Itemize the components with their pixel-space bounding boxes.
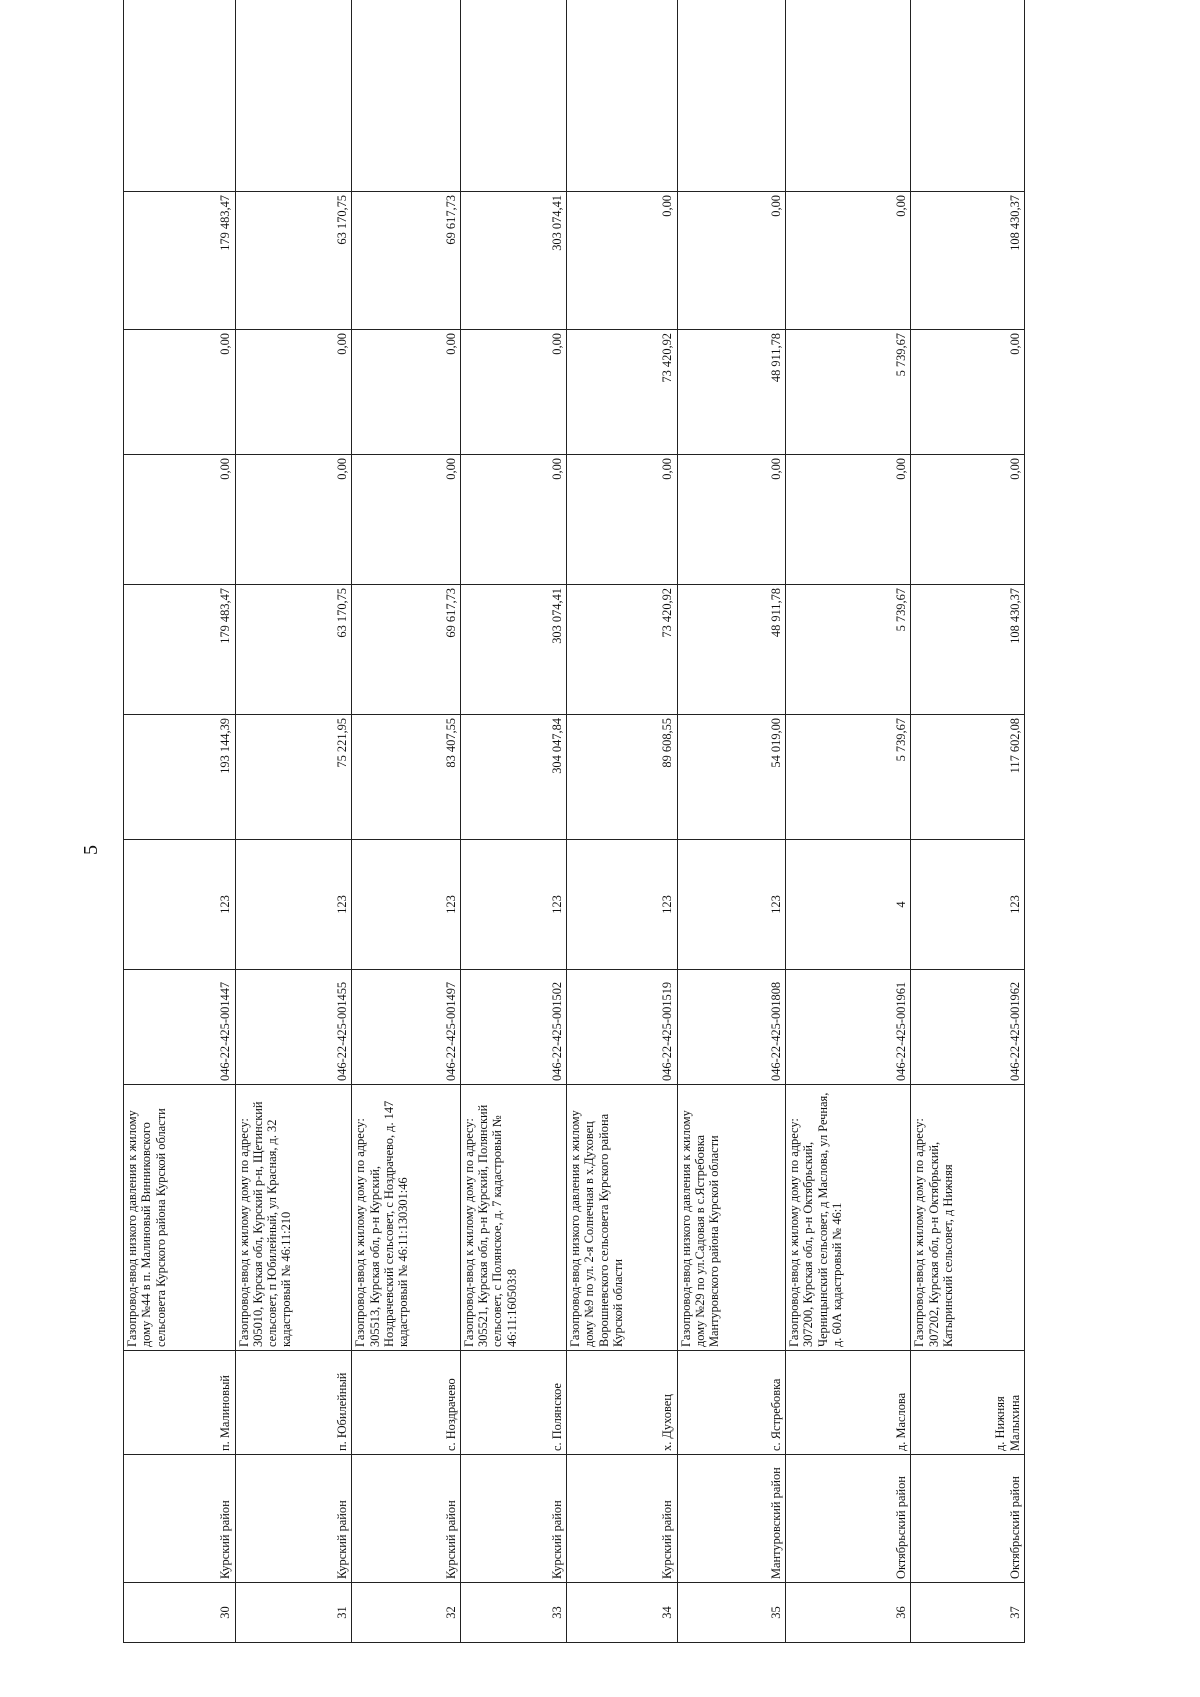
district-cell: Октябрьский район [911, 1455, 1025, 1583]
table-body [124, 0, 1025, 1643]
table-row [352, 0, 460, 1643]
value-1-cell: 193 144,39 [124, 715, 236, 840]
locality-cell: п. Малиновый [124, 1351, 236, 1455]
code-cell: 046-22-425-001961 [786, 970, 911, 1085]
value-1-cell: 304 047,84 [460, 715, 566, 840]
value-6-cell [786, 0, 911, 192]
locality-cell: д. Маслова [786, 1351, 911, 1455]
quantity-cell: 123 [352, 840, 460, 970]
description-cell: Газопровод-ввод низкого давления к жилому дому №9 по ул. 2-я Солнечная в х.Духовец Ворошневского сельсовета Курского района Курской области [567, 1085, 678, 1351]
value-6-cell [911, 0, 1025, 192]
value-6-cell [567, 0, 678, 192]
district-cell: Курский район [235, 1455, 352, 1583]
value-4-cell: 0,00 [911, 330, 1025, 455]
value-4-cell: 0,00 [235, 330, 352, 455]
district-cell: Мантуровский район [677, 1455, 785, 1583]
value-2-cell: 63 170,75 [235, 585, 352, 715]
value-2-cell: 108 430,37 [911, 585, 1025, 715]
district-cell: Курский район [460, 1455, 566, 1583]
locality-cell: с. Ястребовка [677, 1351, 785, 1455]
district-cell: Октябрьский район [786, 1455, 911, 1583]
description-cell: Газопровод-ввод к жилому дому по адресу: 307202, Курская обл, р-н Октябрьский, Катыринский сельсовет, д Нижняя [911, 1085, 1025, 1351]
row-number-cell: 31 [235, 1583, 352, 1643]
locality-cell: х. Духовец [567, 1351, 678, 1455]
value-3-cell: 0,00 [124, 455, 236, 585]
quantity-cell: 4 [786, 840, 911, 970]
table-row [677, 0, 785, 1643]
page-number: 5 [80, 845, 102, 855]
table-row [911, 0, 1025, 1643]
table-row [235, 0, 352, 1643]
rotated-table-container [123, 63, 1025, 1643]
code-cell: 046-22-425-001455 [235, 970, 352, 1085]
code-cell: 046-22-425-001497 [352, 970, 460, 1085]
value-4-cell: 48 911,78 [677, 330, 785, 455]
value-6-cell [124, 0, 236, 192]
value-3-cell: 0,00 [460, 455, 566, 585]
value-6-cell [352, 0, 460, 192]
value-2-cell: 179 483,47 [124, 585, 236, 715]
value-5-cell: 63 170,75 [235, 192, 352, 330]
code-cell: 046-22-425-001962 [911, 970, 1025, 1085]
value-4-cell: 73 420,92 [567, 330, 678, 455]
quantity-cell: 123 [911, 840, 1025, 970]
value-5-cell: 179 483,47 [124, 192, 236, 330]
value-1-cell: 83 407,55 [352, 715, 460, 840]
locality-cell: д. Нижняя Малыхина [911, 1351, 1025, 1455]
row-number-cell: 36 [786, 1583, 911, 1643]
value-4-cell: 5 739,67 [786, 330, 911, 455]
value-2-cell: 73 420,92 [567, 585, 678, 715]
value-5-cell: 303 074,41 [460, 192, 566, 330]
value-3-cell: 0,00 [352, 455, 460, 585]
value-5-cell: 0,00 [567, 192, 678, 330]
locality-cell: п. Юбилейный [235, 1351, 352, 1455]
description-cell: Газопровод-ввод к жилому дому по адресу: 305521, Курская обл, р-н Курский, Полянский сельсовет, с Полянское, д. 7 кадастровый № 46:11:160503:8 [460, 1085, 566, 1351]
quantity-cell: 123 [235, 840, 352, 970]
row-number-cell: 34 [567, 1583, 678, 1643]
table-row [460, 0, 566, 1643]
value-2-cell: 69 617,73 [352, 585, 460, 715]
value-6-cell [677, 0, 785, 192]
value-3-cell: 0,00 [235, 455, 352, 585]
value-3-cell: 0,00 [567, 455, 678, 585]
quantity-cell: 123 [677, 840, 785, 970]
value-4-cell: 0,00 [352, 330, 460, 455]
value-1-cell: 89 608,55 [567, 715, 678, 840]
value-1-cell: 5 739,67 [786, 715, 911, 840]
value-5-cell: 69 617,73 [352, 192, 460, 330]
description-cell: Газопровод-ввод низкого давления к жилому дому №44 в п. Малиновый Винниковского сельсовета Курского района Курской области [124, 1085, 236, 1351]
table-row [567, 0, 678, 1643]
locality-cell: с. Полянское [460, 1351, 566, 1455]
value-5-cell: 0,00 [786, 192, 911, 330]
row-number-cell: 30 [124, 1583, 236, 1643]
code-cell: 046-22-425-001502 [460, 970, 566, 1085]
value-4-cell: 0,00 [460, 330, 566, 455]
value-6-cell [235, 0, 352, 192]
value-1-cell: 75 221,95 [235, 715, 352, 840]
description-cell: Газопровод-ввод к жилому дому по адресу: 307200, Курская обл, р-н Октябрьский, Черницынский сельсовет, д Маслова, ул Речная, д. 60А кадастровый № 46:1 [786, 1085, 911, 1351]
quantity-cell: 123 [460, 840, 566, 970]
row-number-cell: 35 [677, 1583, 785, 1643]
code-cell: 046-22-425-001447 [124, 970, 236, 1085]
locality-cell: с. Ноздрачево [352, 1351, 460, 1455]
value-2-cell: 5 739,67 [786, 585, 911, 715]
value-1-cell: 117 602,08 [911, 715, 1025, 840]
value-2-cell: 48 911,78 [677, 585, 785, 715]
code-cell: 046-22-425-001808 [677, 970, 785, 1085]
row-number-cell: 32 [352, 1583, 460, 1643]
value-5-cell: 0,00 [677, 192, 785, 330]
value-6-cell [460, 0, 566, 192]
district-cell: Курский район [352, 1455, 460, 1583]
value-3-cell: 0,00 [911, 455, 1025, 585]
value-5-cell: 108 430,37 [911, 192, 1025, 330]
value-4-cell: 0,00 [124, 330, 236, 455]
gas-pipeline-table [123, 0, 1025, 1643]
row-number-cell: 33 [460, 1583, 566, 1643]
district-cell: Курский район [124, 1455, 236, 1583]
value-3-cell: 0,00 [677, 455, 785, 585]
value-2-cell: 303 074,41 [460, 585, 566, 715]
quantity-cell: 123 [124, 840, 236, 970]
quantity-cell: 123 [567, 840, 678, 970]
table-row [786, 0, 911, 1643]
table-row [124, 0, 236, 1643]
district-cell: Курский район [567, 1455, 678, 1583]
value-3-cell: 0,00 [786, 455, 911, 585]
value-1-cell: 54 019,00 [677, 715, 785, 840]
description-cell: Газопровод-ввод к жилому дому по адресу: 305010, Курская обл, Курский р-н, Щетинский сельсовет, п Юбилейный, ул Красная, д. 32 кадастровый № 46:11:210 [235, 1085, 352, 1351]
description-cell: Газопровод-ввод низкого давления к жилому дому №29 по ул.Садовая в с.Ястребовка Мантуровского района Курской области [677, 1085, 785, 1351]
row-number-cell: 37 [911, 1583, 1025, 1643]
description-cell: Газопровод-ввод к жилому дому по адресу: 305513, Курская обл, р-н Курский, Ноздрачевский сельсовет, с Ноздрачево, д. 147 кадастровый № 46:11:130301:46 [352, 1085, 460, 1351]
code-cell: 046-22-425-001519 [567, 970, 678, 1085]
